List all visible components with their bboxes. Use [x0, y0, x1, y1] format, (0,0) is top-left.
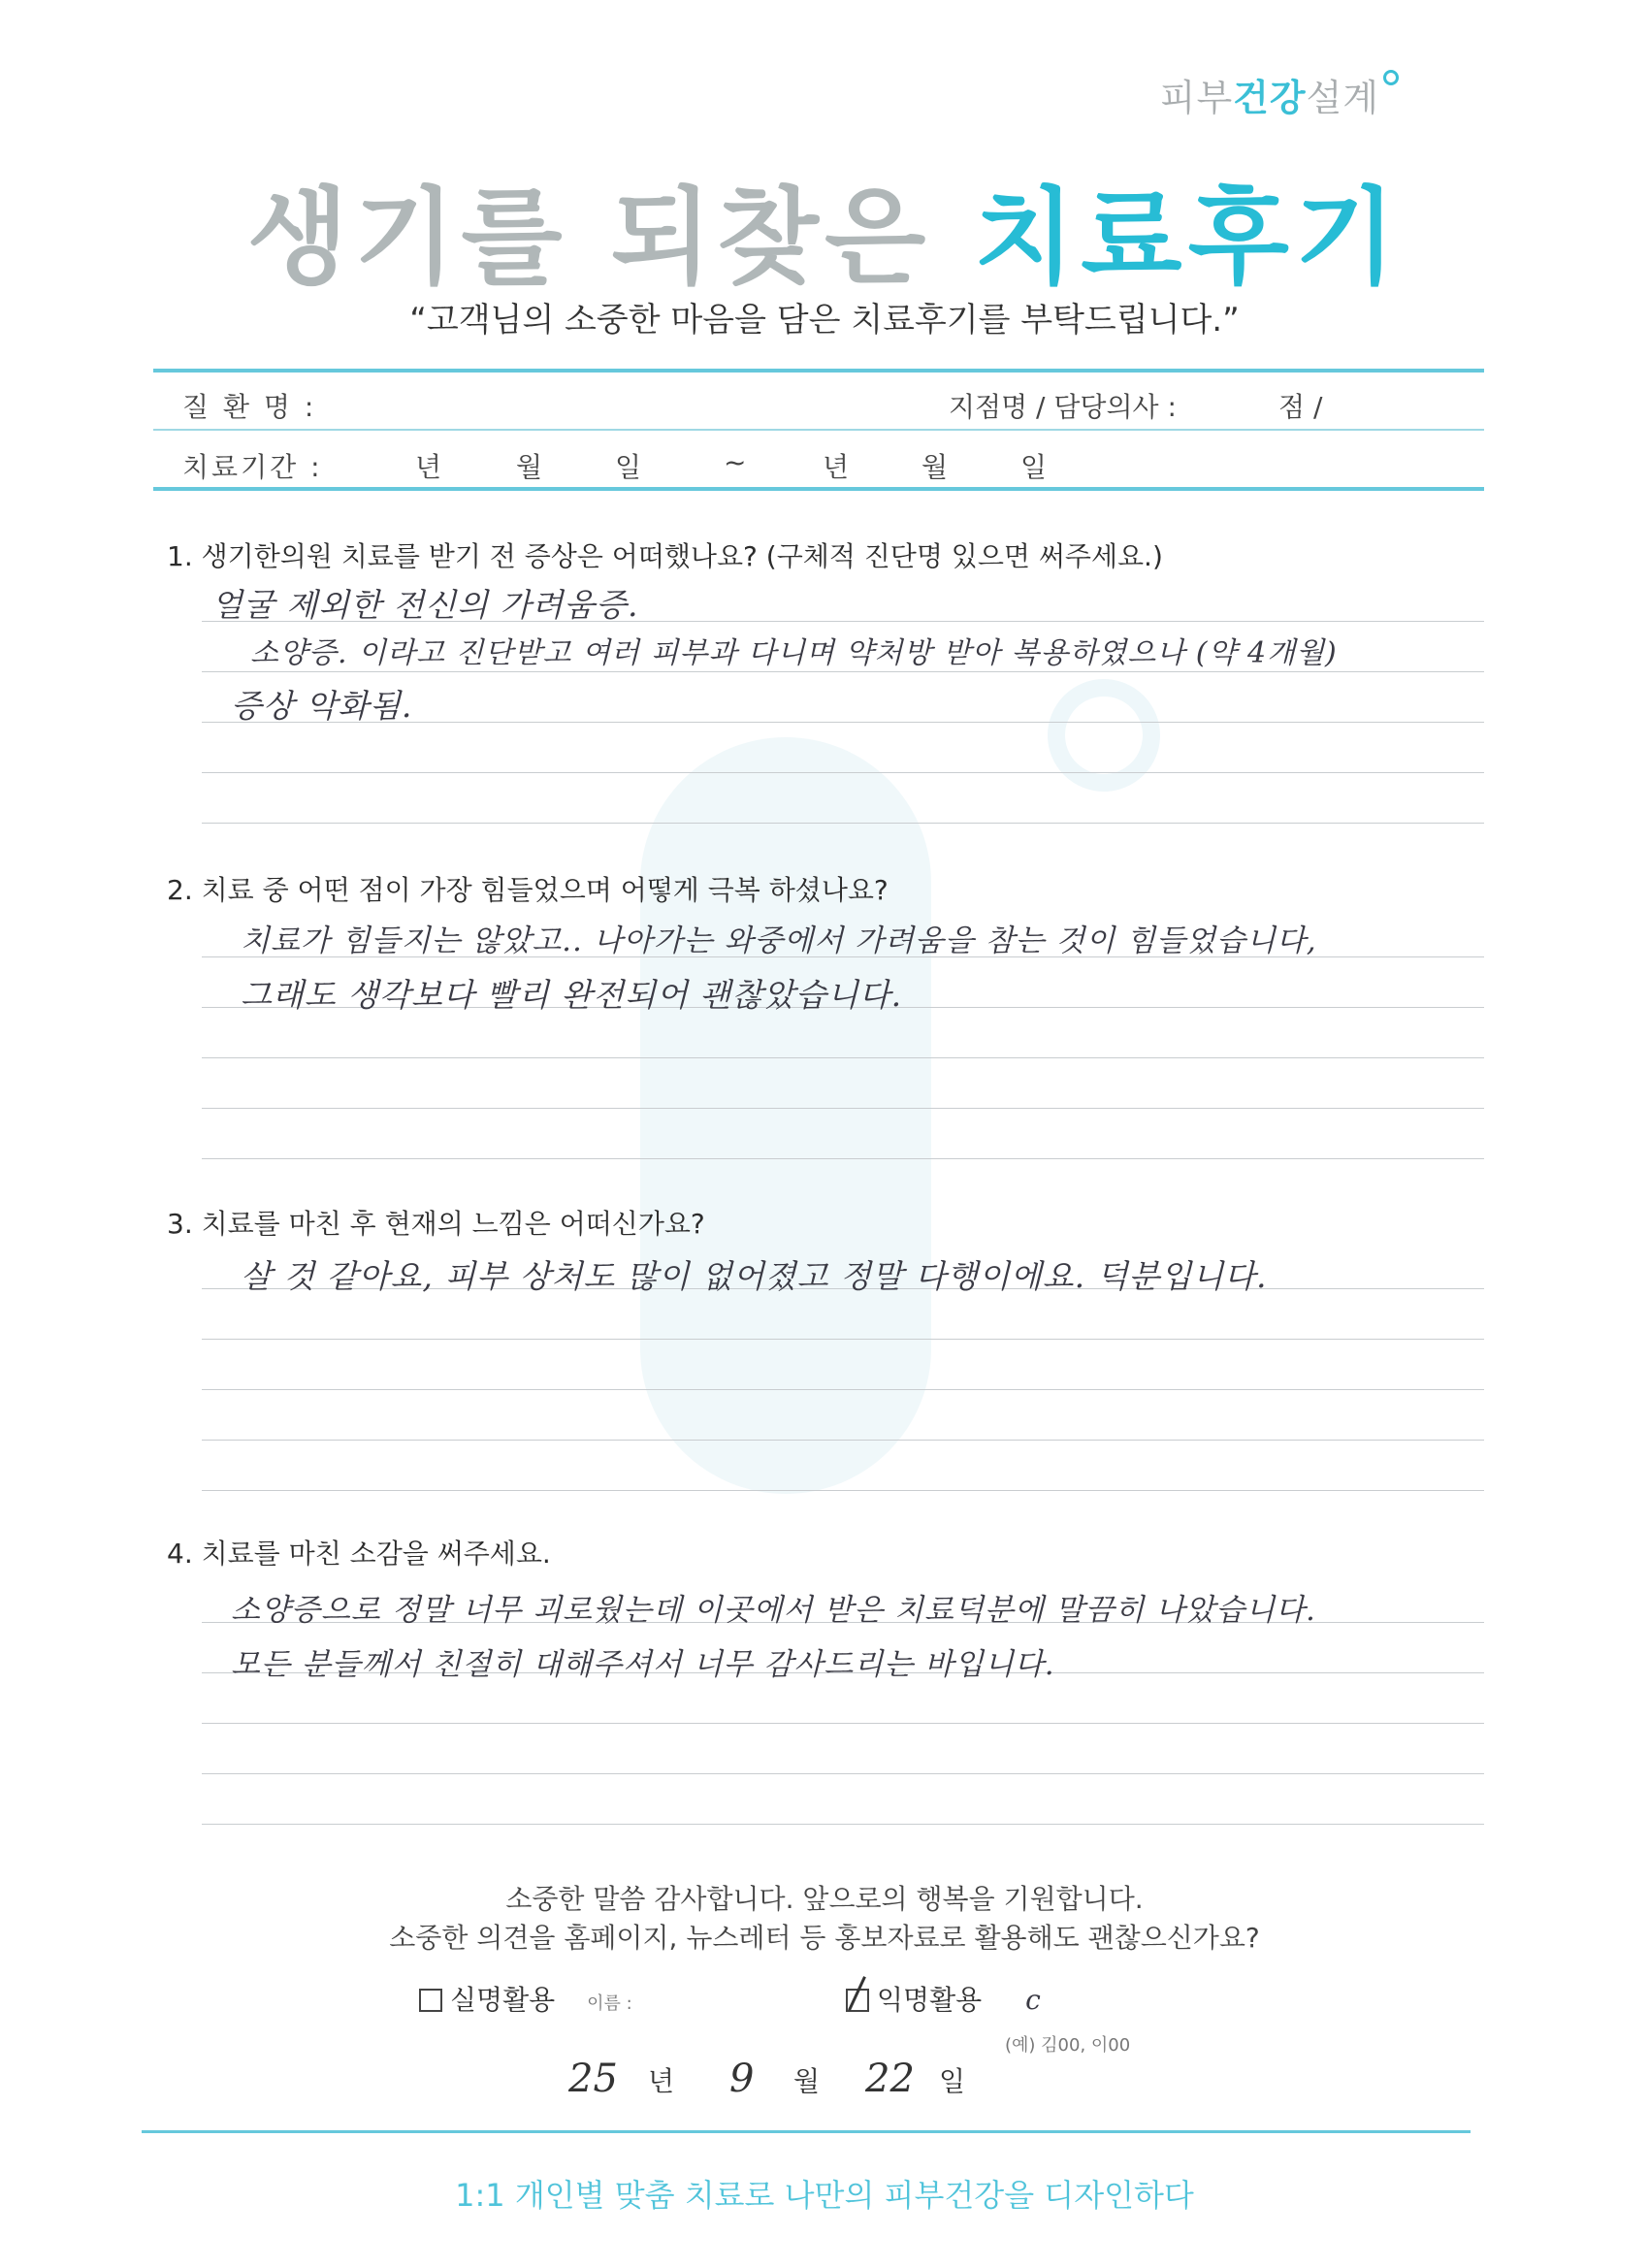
realname-option[interactable]: [419, 1979, 632, 2018]
answer-3-line-1: 살 것 같아요, 피부 상처도 많이 없어졌고 정말 다행이에요. 덕분입니다.: [241, 1257, 1268, 1295]
name-example: (예) 김00, 이00: [1005, 2035, 1131, 2056]
watermark-circle: [1048, 679, 1160, 792]
answer-line: [202, 1389, 1484, 1390]
answer-4-line-1: 소양증으로 정말 너무 괴로웠는데 이곳에서 받은 치료덕분에 말끔히 나았습니다.: [231, 1593, 1316, 1628]
period-end-year: 년: [823, 451, 853, 483]
disease-label: 질 환 명 :: [182, 391, 317, 423]
answer-line: [202, 1158, 1484, 1159]
answer-line: [202, 1824, 1484, 1825]
brand-dot-icon: [1383, 70, 1399, 85]
page-title: [0, 153, 1649, 304]
answer-4-line-2: 모든 분들께서 친절히 대해주셔서 너무 감사드리는 바입니다.: [231, 1647, 1055, 1682]
page-subtitle: “고객님의 소중한 마음을 담은 치료후기를 부탁드립니다.”: [409, 301, 1240, 340]
name-label: 이름 :: [587, 1993, 632, 2014]
answer-1-line-1: 얼굴 제외한 전신의 가려움증.: [211, 586, 639, 624]
form-top-rule: [153, 369, 1484, 373]
answer-1-line-2: 소양증. 이라고 진단받고 여러 피부과 다니며 약처방 받아 복용하였으나 (약 4개월): [250, 636, 1338, 670]
answer-line: [202, 1339, 1484, 1340]
branch-suffix: 점 /: [1278, 391, 1323, 423]
brand-logo: [1160, 68, 1399, 121]
answer-1-line-3: 증상 악화됨.: [231, 687, 413, 725]
brand-part-2: 건강: [1233, 77, 1307, 119]
realname-checkbox[interactable]: [419, 1989, 442, 2012]
signed-year-label: 년: [648, 2065, 675, 2097]
thanks-line-1: 소중한 말씀 감사합니다. 앞으로의 행복을 기원합니다.: [505, 1883, 1144, 1915]
form-mid-rule: [153, 429, 1484, 431]
period-tilde: ~: [724, 446, 750, 478]
answer-line: [202, 1773, 1484, 1774]
answer-2-line-1: 치료가 힘들지는 않았고.. 나아가는 와중에서 가려움을 참는 것이 힘들었습니다,: [241, 923, 1317, 958]
period-end-month: 월: [922, 451, 952, 483]
period-start-year: 년: [415, 451, 445, 483]
brand-part-1: 피부: [1159, 77, 1234, 119]
footer-rule: [142, 2130, 1471, 2133]
realname-label: 실명활용: [450, 1984, 556, 2016]
anon-label: 익명활용: [877, 1984, 983, 2016]
signed-month-label: 월: [793, 2065, 821, 2097]
answer-line: [202, 823, 1484, 824]
title-part-2: 치료후기: [973, 178, 1403, 299]
footer-slogan: 1:1 개인별 맞춤 치료로 나만의 피부건강을 디자인하다: [455, 2177, 1194, 2214]
anon-option[interactable]: [846, 1979, 1042, 2018]
signed-day-label: 일: [939, 2065, 966, 2097]
answer-line: [202, 1723, 1484, 1724]
signed-month-handwritten: 9: [729, 2057, 755, 2101]
title-part-1: 생기를 되찾은: [246, 178, 974, 299]
answer-2-line-2: 그래도 생각보다 빨리 완전되어 괜찮았습니다.: [241, 976, 903, 1014]
brand-part-3: 설계: [1306, 77, 1379, 119]
background-watermark: [640, 737, 931, 1494]
form-bottom-rule: [153, 487, 1484, 491]
branch-label: 지점명 / 담당의사 :: [949, 391, 1177, 423]
signed-year-handwritten: 25: [568, 2057, 618, 2101]
period-end-day: 일: [1020, 451, 1051, 483]
anon-checkbox[interactable]: [846, 1989, 869, 2012]
question-1-label: 1. 생기한의원 치료를 받기 전 증상은 어떠했나요? (구체적 진단명 있으면 써주세요.): [167, 540, 1163, 572]
answer-line: [202, 1108, 1484, 1109]
period-start-month: 월: [516, 451, 546, 483]
question-4-label: 4. 치료를 마친 소감을 써주세요.: [167, 1538, 551, 1570]
question-2-label: 2. 치료 중 어떤 점이 가장 힘들었으며 어떻게 극복 하셨나요?: [167, 874, 889, 906]
answer-line: [202, 772, 1484, 773]
thanks-line-2: 소중한 의견을 홈페이지, 뉴스레터 등 홍보자료로 활용해도 괜찮으신가요?: [389, 1922, 1260, 1954]
period-label: 치료기간 :: [182, 451, 323, 483]
answer-line: [202, 1440, 1484, 1441]
period-start-day: 일: [615, 451, 645, 483]
anon-handwritten-mark: c: [1025, 1984, 1042, 2016]
answer-line: [202, 1057, 1484, 1058]
question-3-label: 3. 치료를 마친 후 현재의 느낌은 어떠신가요?: [167, 1208, 705, 1240]
answer-line: [202, 1490, 1484, 1491]
signed-day-handwritten: 22: [865, 2057, 915, 2101]
answer-line: [202, 671, 1484, 672]
